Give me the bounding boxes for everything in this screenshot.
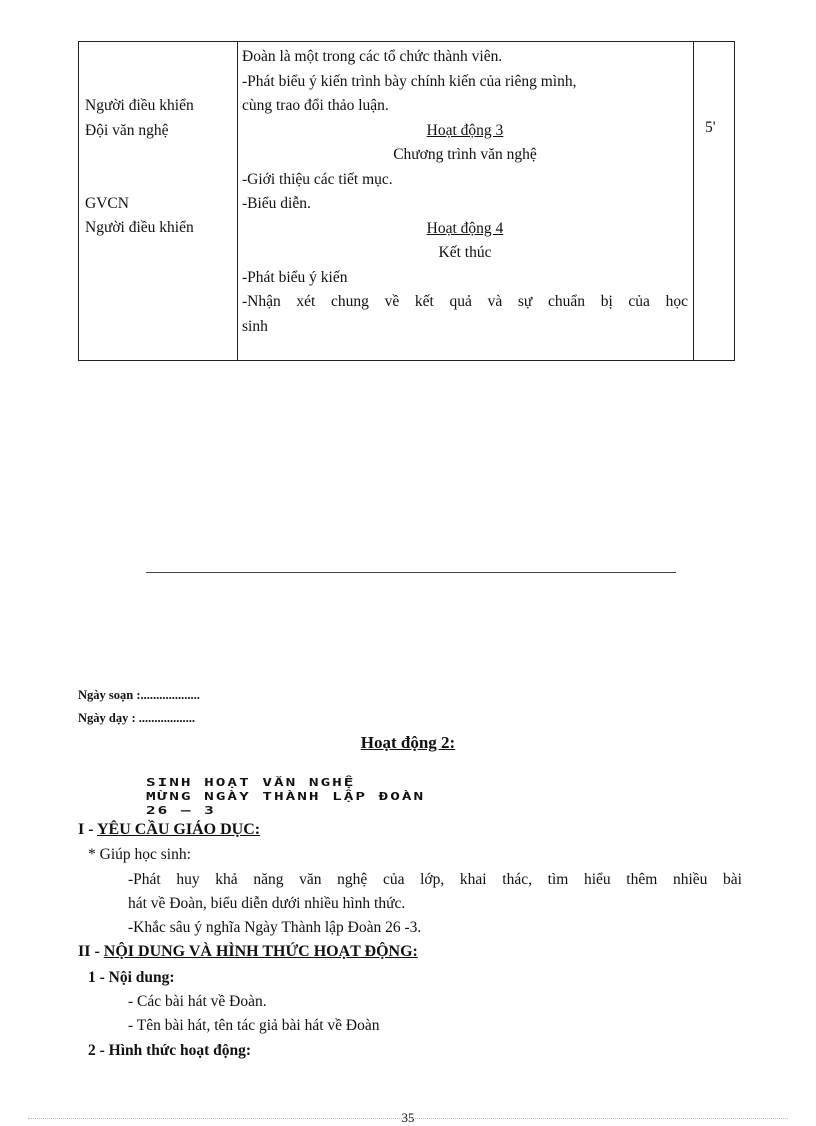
- page-number: 35: [401, 1110, 415, 1125]
- section-1-title: YÊU CẦU GIÁO DỤC:: [96, 821, 261, 838]
- footer-border: [28, 1118, 788, 1119]
- role-text: Đội văn nghệ: [85, 122, 169, 139]
- content-line: -Giới thiệu các tiết mục.: [242, 170, 393, 188]
- section-1-heading: [78, 821, 260, 839]
- page-title: Hoạt động 2:: [360, 733, 456, 752]
- table-divider: [237, 42, 238, 360]
- activity-3-title: Hoạt động 3: [426, 121, 504, 139]
- banner-line-1: SINH HOẠT VĂN NGHỆ: [146, 776, 356, 789]
- content-line: -Phát biểu ý kiến trình bày chính kiến của riêng mình,: [242, 72, 577, 90]
- content-line: Đoàn là một trong các tổ chức thành viên.: [242, 48, 503, 65]
- content-column: [242, 45, 688, 339]
- section-2-heading: [78, 943, 418, 961]
- banner-line-3: 26 – 3: [146, 804, 216, 817]
- content-line: -Biểu diễn.: [242, 195, 311, 212]
- section-2-item: - Tên bài hát, tên tác giả bài hát về Đoàn: [128, 1017, 380, 1034]
- activity-4-title: Hoạt động 4: [426, 219, 504, 237]
- section-2-prefix: II -: [78, 943, 104, 960]
- section-separator: [146, 572, 676, 573]
- section-1-prefix: I -: [78, 821, 97, 838]
- banner-line-2: MỪNG NGÀY THÀNH LẬP ĐOÀN: [146, 790, 426, 803]
- content-line: -Phát biểu ý kiến: [242, 268, 348, 286]
- role-text: Người điều khiển: [85, 219, 194, 236]
- section-2-sub-2: 2 - Hình thức hoạt động:: [88, 1042, 252, 1059]
- content-line: cùng trao đổi thảo luận.: [242, 97, 389, 114]
- section-1-bullet: -Khắc sâu ý nghĩa Ngày Thành lập Đoàn 26 -3.: [128, 919, 422, 936]
- section-2-title: NỘI DUNG VÀ HÌNH THỨC HOẠT ĐỘNG:: [103, 943, 418, 960]
- activity-3-subtitle: Chương trình văn nghệ: [393, 146, 537, 163]
- role-text: GVCN: [85, 195, 129, 212]
- section-1-intro: * Giúp học sinh:: [88, 846, 191, 863]
- time-cell: 5': [705, 119, 716, 136]
- activity-table: [78, 41, 735, 361]
- content-line: sinh: [242, 317, 268, 335]
- section-1-bullet: -Phát huy khả năng văn nghệ của lớp, khai thác, tìm hiểu thêm nhiều bài: [128, 871, 742, 888]
- ngay-soan: Ngày soạn :...................: [78, 688, 200, 702]
- table-divider: [693, 42, 694, 360]
- content-line: -Nhận xét chung về kết quả và sự chuẩn bị của học: [242, 293, 688, 310]
- section-2-sub-1: 1 - Nội dung:: [88, 969, 175, 986]
- section-2-item: - Các bài hát về Đoàn.: [128, 993, 267, 1010]
- ngay-day: Ngày dạy : ..................: [78, 711, 196, 725]
- section-1-bullet-cont: hát về Đoàn, biểu diễn dưới nhiều hình thức.: [128, 895, 406, 912]
- role-text: Người điều khiển: [85, 97, 194, 114]
- activity-4-subtitle: Kết thúc: [438, 244, 492, 261]
